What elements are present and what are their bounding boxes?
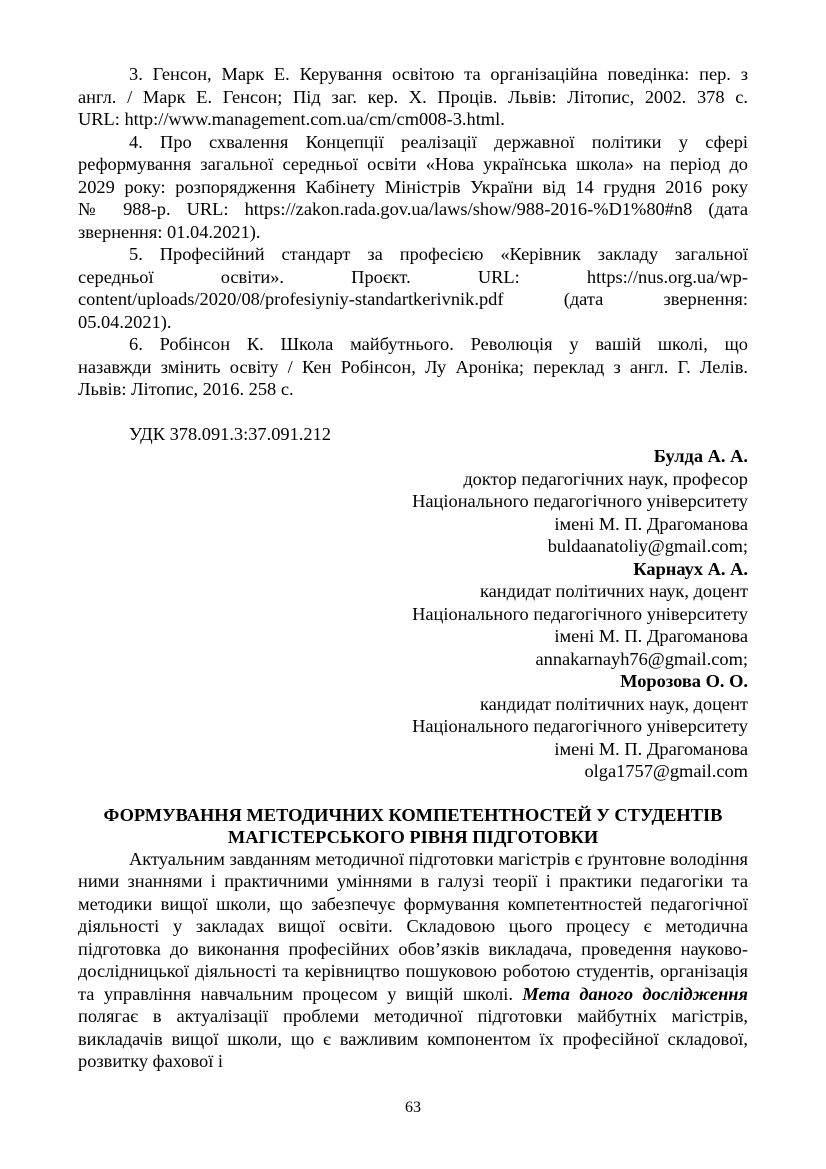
reference-line: № 988-р. URL: https://zakon.rada.gov.ua/laws/show/988-2016-%D1%80#n8 (дата	[78, 199, 748, 219]
author-email: buldaanatoliy@gmail.com;	[547, 536, 748, 556]
udk-code: УДК 378.091.3:37.091.212	[129, 423, 331, 444]
author-name: Булда А. А.	[653, 446, 748, 466]
author-affiliation: Національного педагогічного університету	[412, 603, 748, 624]
page-content	[78, 63, 748, 1073]
article-title-line: МАГІСТЕРСЬКОГО РІВНЯ ПІДГОТОВКИ	[227, 826, 599, 847]
reference-line: назавжди змінить освіту / Кен Робінсон, Лу Ароніка; переклад з англ. Г. Лелів.	[78, 356, 748, 377]
body-text: Актуальним завданням методичної підготовки магістрів є ґрунтовне володіння ними знаннями і практичними уміннями в галузі теорії і практики педагогіки та методики вищої школи, що забезпечує формування компетентностей педагогічної діяльності у закладах вищої освіти. Складовою цього процесу є методична підготовка до виконання професійних обов’язків викладача, проведення науково-дослідницької діяльності та керівництво пошуковою роботою студентів, організація та управління навчальним процесом у вищій школі.	[78, 848, 748, 1004]
author-degree: доктор педагогічних наук, професор	[463, 468, 748, 489]
author-name: Карнаух А. А.	[633, 558, 748, 579]
reference-line: середньої освіти». Проєкт. URL: https://nus.org.ua/wp-	[78, 266, 748, 287]
reference-line: 6. Робінсон К. Школа майбутнього. Революція у вашій школі, що	[129, 334, 748, 354]
body-emphasis: Мета даного дослідження	[522, 983, 748, 1004]
author-affiliation: Національного педагогічного університету	[412, 716, 748, 736]
article-title	[78, 804, 748, 848]
reference-line: 05.04.2021).	[78, 311, 172, 332]
reference-6	[78, 333, 748, 401]
reference-5	[78, 243, 748, 333]
article-title-line: ФОРМУВАННЯ МЕТОДИЧНИХ КОМПЕТЕНТНОСТЕЙ У СТУДЕНТІВ	[103, 804, 723, 825]
body-text: полягає в актуалізації проблеми методичної підготовки майбутніх магістрів, викладачів вищої школи, що є важливим компонентом їх професійної складової, розвитку фахової і	[78, 1006, 748, 1071]
page-number: 63	[405, 1099, 421, 1116]
reference-4	[78, 131, 748, 244]
reference-line: 4. Про схвалення Концепції реалізації державної політики у сфері	[129, 131, 748, 152]
reference-3	[78, 63, 748, 131]
author-email: olga1757@gmail.com	[584, 761, 748, 781]
reference-line: звернення: 01.04.2021).	[78, 221, 261, 242]
reference-line: URL: http://www.management.com.ua/cm/cm008-3.html.	[78, 109, 505, 129]
author-affiliation: імені М. П. Драгоманова	[554, 738, 748, 759]
reference-line: 5. Професійний стандарт за професією «Керівник закладу загальної	[129, 244, 748, 264]
reference-line: Львів: Літопис, 2016. 258 с.	[78, 379, 294, 399]
author-email: annakarnayh76@gmail.com;	[535, 648, 748, 669]
reference-line: 2029 року: розпорядження Кабінету Міністрів України від 14 грудня 2016 року	[78, 176, 748, 197]
author-block	[78, 445, 748, 783]
reference-line: 3. Генсон, Марк Е. Керування освітою та організаційна поведінка: пер. з	[129, 64, 748, 84]
author-name: Морозова О. О.	[620, 671, 748, 691]
reference-line: англ. / Марк Е. Генсон; Під заг. кер. Х. Проців. Львів: Літопис, 2002. 378 с.	[78, 86, 748, 107]
author-affiliation: імені М. П. Драгоманова	[554, 513, 748, 534]
reference-line: реформування загальної середньої освіти «Нова українська школа» на період до	[78, 154, 748, 174]
body-paragraph	[78, 848, 748, 1073]
author-affiliation: Національного педагогічного університету	[412, 491, 748, 511]
author-degree: кандидат політичних наук, доцент	[479, 581, 748, 601]
author-affiliation: імені М. П. Драгоманова	[554, 626, 748, 646]
reference-line: content/uploads/2020/08/profesiyniy-standartkerivnik.pdf (дата звернення:	[78, 289, 748, 309]
author-degree: кандидат політичних наук, доцент	[479, 693, 748, 714]
